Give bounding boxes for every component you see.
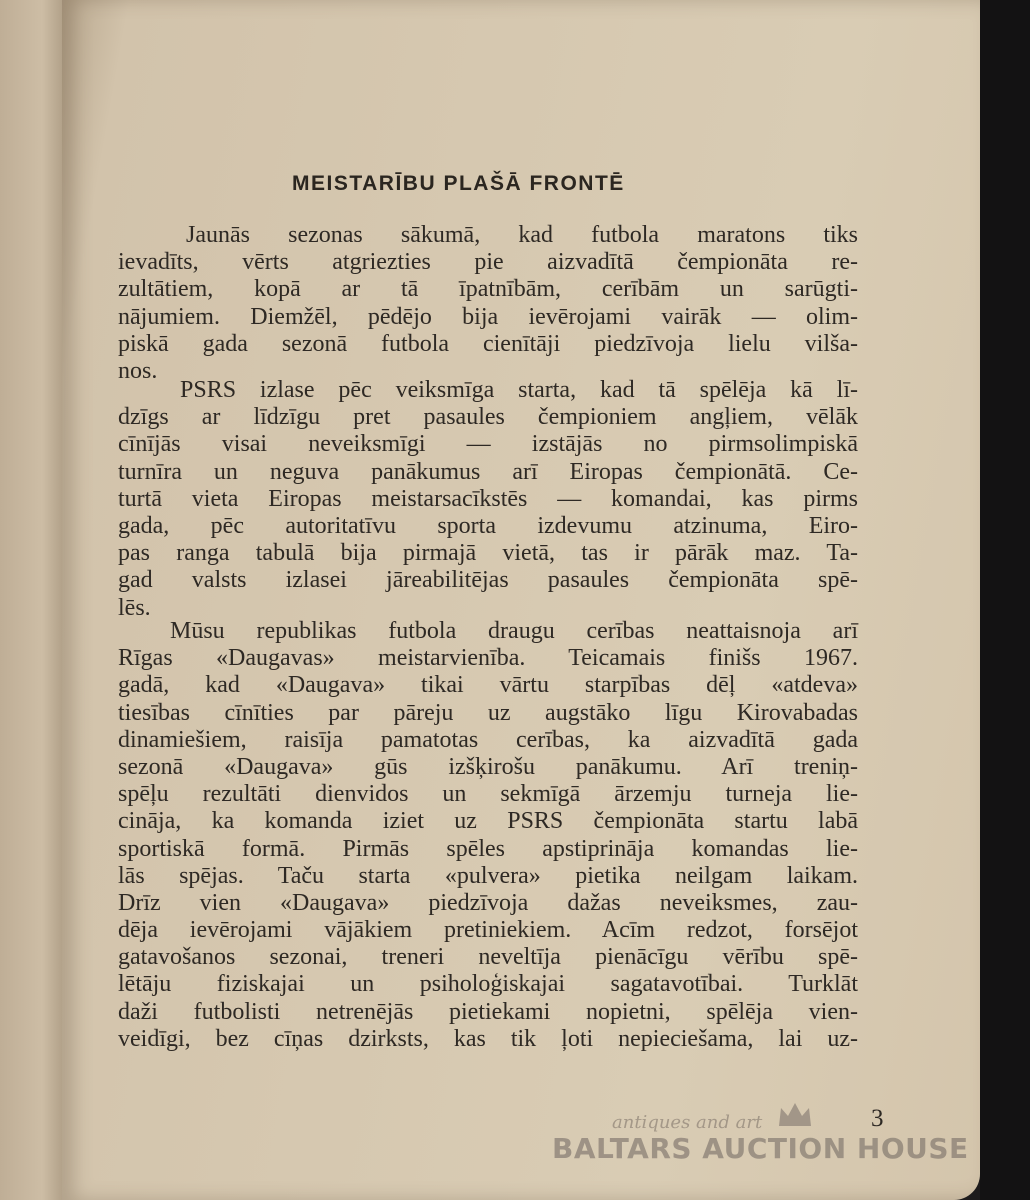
text-line: nos. [118,357,158,384]
text-line: Rīgas «Daugavas» meistarvienība. Teicamais finišs 1967. [118,645,858,672]
text-line: sportiskā formā. Pirmās spēles apstiprināja komandas lie- [118,835,858,862]
text-line: spēļu rezultāti dienvidos un sekmīgā ārzemju turneja lie- [118,781,858,808]
text-line: ievadīts, vērts atgriezties pie aizvadītā čempionāta re- [118,249,858,276]
text-line: Mūsu republikas futbola draugu cerības neattaisnoja arī [170,618,858,644]
text-line: lētāju fiziskajai un psiholoģiskajai sagatavotībai. Turklāt [118,971,858,998]
text-line: gada, pēc autoritatīvu sporta izdevumu atzinuma, Eiro- [118,512,858,539]
text-line: zultātiem, kopā ar tā īpatnībām, cerībām un sarūgti- [118,276,858,303]
text-line: sezonā «Daugava» gūs izšķirošu panākumu. Arī treniņ- [118,753,858,780]
text-line: gatavošanos sezonai, treneri neveltīja pienācīgu vērību spē- [118,944,858,971]
text-line: gadā, kad «Daugava» tikai vārtu starpības dēļ «atdeva» [118,672,858,699]
text-line: lās spējas. Taču starta «pulvera» pietika neilgam laikam. [118,862,858,889]
text-line: veidīgi, bez cīņas dzirksts, kas tik ļoti nepieciešama, lai uz- [118,1025,858,1052]
text-line: Drīz vien «Daugava» piedzīvoja dažas neveiksmes, zau- [118,889,858,916]
text-line: cīnījās visai neveiksmīgi — izstājās no pirmsolimpiskā [118,431,858,458]
paragraph-3 [118,618,858,1053]
text-line: dzīgs ar līdzīgu pret pasaules čempioniem angļiem, vēlāk [118,404,858,431]
watermark-tagline: antiques and art [612,1112,763,1133]
text-line: turnīra un neguva panākumus arī Eiropas čempionātā. Ce- [118,458,858,485]
paragraph-1 [118,222,858,385]
page-number: 3 [871,1105,884,1132]
text-line: daži futbolisti netrenējās pietiekami nopietni, spēlēja vien- [118,998,858,1025]
text-line: pas ranga tabulā bija pirmajā vietā, tas ir pārāk maz. Ta- [118,540,858,567]
text-line: tiesības cīnīties par pāreju uz augstāko līgu Kirovabadas [118,699,858,726]
text-line: cināja, ka komanda iziet uz PSRS čempionāta startu labā [118,808,858,835]
background-surface [980,0,1030,1200]
text-line: PSRS izlase pēc veiksmīga starta, kad tā spēlēja kā lī- [180,377,858,403]
text-line: gad valsts izlasei jāreabilitējas pasaules čempionāta spē- [118,567,858,594]
text-line: turtā vieta Eiropas meistarsacīkstēs — komandai, kas pirms [118,485,858,512]
paragraph-2 [118,377,858,622]
text-line: dinamiešiem, raisīja pamatotas cerības, ka aizvadītā gada [118,726,858,753]
text-line: piskā gada sezonā futbola cienītāji piedzīvoja lielu vilša- [118,330,858,357]
text-line: lēs. [118,594,151,621]
text-line: nājumiem. Diemžēl, pēdējo bija ievērojami vairāk — olim- [118,303,858,330]
crown-icon [776,1100,814,1130]
left-page-edge [0,0,70,1200]
text-line: Jaunās sezonas sākumā, kad futbola maratons tiks [186,222,858,248]
page-title: MEISTARĪBU PLAŠĀ FRONTĒ [292,172,625,195]
watermark-name: BALTARS AUCTION HOUSE [552,1132,969,1165]
text-line: dēja ievērojami vājākiem pretiniekiem. Acīm redzot, forsējot [118,917,858,944]
